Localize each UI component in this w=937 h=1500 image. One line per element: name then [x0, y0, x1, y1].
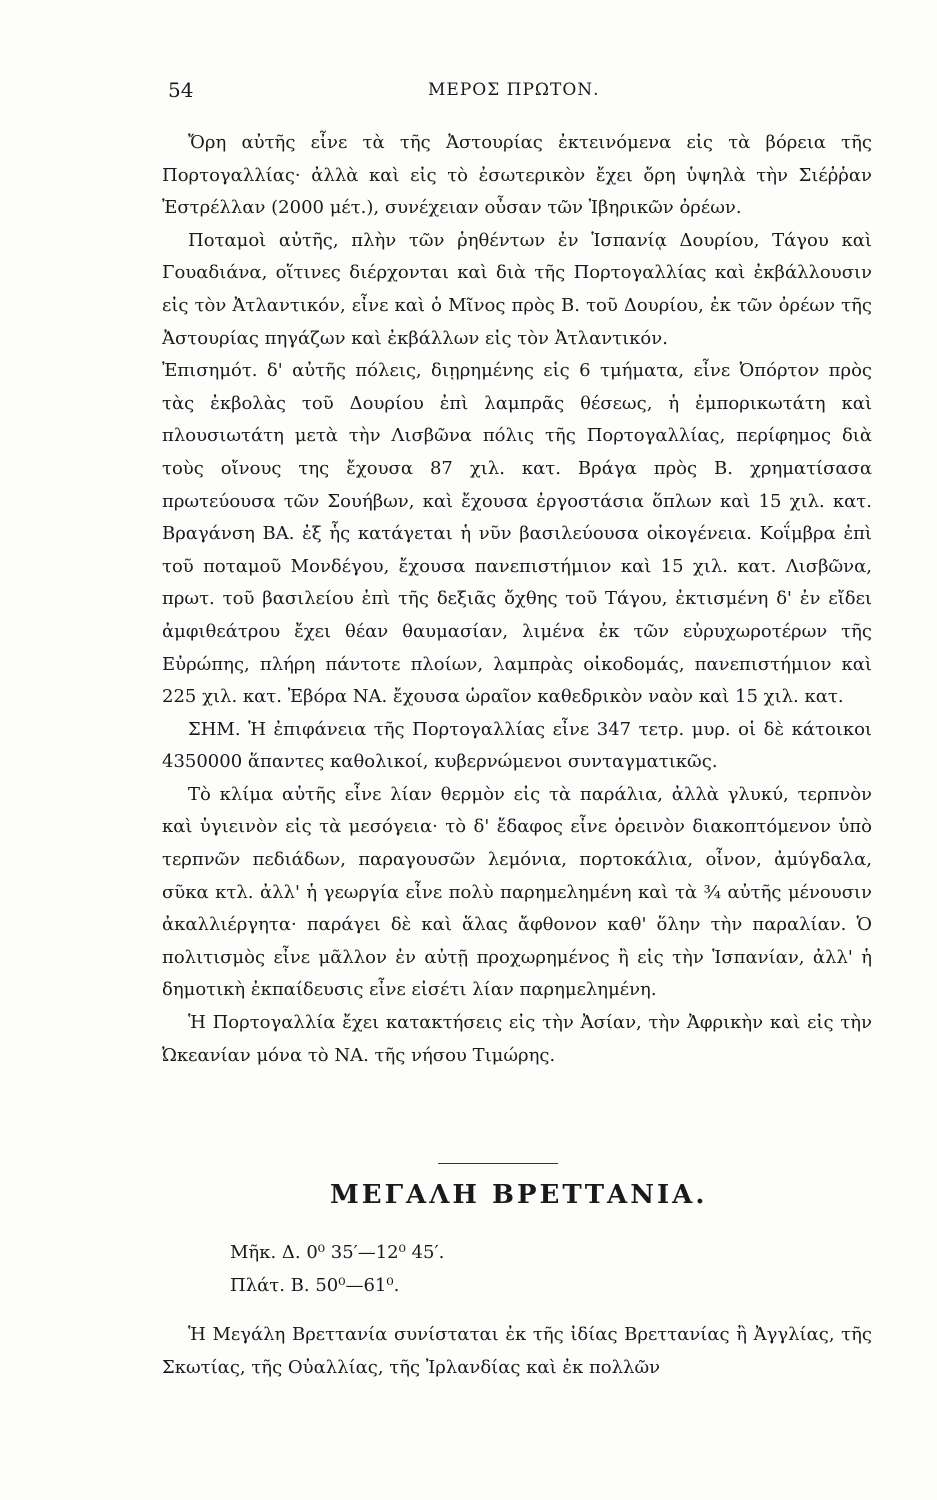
coordinates-block	[230, 1236, 444, 1302]
paragraph-note: ΣΗΜ. Ἡ ἐπιφάνεια τῆς Πορτογαλλίας εἶνε 347 τετρ. μυρ. οἱ δὲ κάτοικοι 4350000 ἅπαντες καθολικοί, κυβερνώμενοι συνταγματικῶς.	[162, 718, 872, 773]
paragraph-colonies: Ἡ Πορτογαλλία ἔχει κατακτήσεις εἰς τὴν Ἀσίαν, τὴν Ἀφρικὴν καὶ εἰς τὴν Ὠκεανίαν μόνα τὸ ΝΑ. τῆς νήσου Τιμώρης.	[162, 1012, 872, 1066]
section-divider	[438, 1163, 558, 1164]
paragraph-cities: Ἐπισημότ. δ' αὐτῆς πόλεις, διῃρημένης εἰς 6 τμήματα, εἶνε Ὀπόρτον πρὸς τὰς ἐκβολὰς τοῦ Δουρίου ἐπὶ λαμπρᾶς θέσεως, ἡ ἐμπορικωτάτη καὶ πλουσιωτάτη μετὰ τὴν Λισβῶνα πόλις τῆς Πορτογαλλίας, περίφημος διὰ τοὺς οἴνους της ἔχουσα 87 χιλ. κατ. Βράγα πρὸς Β. χρηματίσασα πρωτεύουσα τῶν Σουήβων, καὶ ἔχουσα ἐργοστάσια ὅπλων καὶ 15 χιλ. κατ. Βραγάνση ΒΑ. ἐξ ἧς κατάγεται ἡ νῦν βασιλεύουσα οἰκογένεια. Κοΐμβρα ἐπὶ τοῦ ποταμοῦ Μονδέγου, ἔχουσα πανεπιστήμιον καὶ 15 χιλ. κατ. Λισβῶνα, πρωτ. τοῦ βασιλείου ἐπὶ τῆς δεξιᾶς ὄχθης τοῦ Τάγου, ἐκτισμένη δ' ἐν εἴδει ἀμφιθεάτρου ἔχει θέαν θαυμασίαν, λιμένα ἐκ τῶν εὐρυχωροτέρων τῆς Εὐρώπης, πλήρη πάντοτε πλοίων, λαμπρὰς οἰκοδομάς, πανεπιστήμιον καὶ 225 χιλ. κατ. Ἐβόρα ΝΑ. ἔχουσα ὡραῖον καθεδρικὸν ναὸν καὶ 15 χιλ. κατ.	[162, 360, 872, 708]
section-title: ΜΕΓΑΛΗ ΒΡΕΤΤΑΝΙΑ.	[330, 1180, 708, 1210]
body-text	[162, 127, 872, 1072]
paragraph-britain: Ἡ Μεγάλη Βρεττανία συνίσταται ἐκ τῆς ἰδίας Βρεττανίας ἢ Ἀγγλίας, τῆς Σκωτίας, τῆς Οὐαλλίας, τῆς Ἰρλανδίας καὶ ἐκ πολλῶν	[162, 1324, 872, 1378]
page-header	[168, 78, 868, 108]
paragraph-mountains: Ὄρη αὐτῆς εἶνε τὰ τῆς Ἀστουρίας ἐκτεινόμενα εἰς τὰ βόρεια τῆς Πορτογαλλίας· ἀλλὰ καὶ εἰς τὸ ἐσωτερικὸν ἔχει ὄρη ὑψηλὰ τὴν Σιέῤῥαν Ἐστρέλλαν (2000 μέτ.), συνέχειαν οὖσαν τῶν Ἰβηρικῶν ὀρέων.	[162, 132, 872, 219]
paragraph-rivers: Ποταμοὶ αὐτῆς, πλὴν τῶν ῥηθέντων ἐν Ἱσπανίᾳ Δουρίου, Τάγου καὶ Γουαδιάνα, οἵτινες διέρχονται καὶ διὰ τῆς Πορτογαλλίας καὶ ἐκβάλλουσιν εἰς τὸν Ἀτλαντικόν, εἶνε καὶ ὁ Μῖνος πρὸς Β. τοῦ Δουρίου, ἐκ τῶν ὀρέων τῆς Ἀστουρίας πηγάζων καὶ ἐκβάλλων εἰς τὸν Ἀτλαντικόν.	[162, 229, 872, 349]
section-opening-paragraph	[162, 1318, 872, 1384]
running-head: ΜΕΡΟΣ ΠΡΩΤΟΝ.	[428, 80, 600, 100]
longitude-line: Μῆκ. Δ. 0⁰ 35′—12⁰ 45′.	[230, 1242, 445, 1263]
latitude-line: Πλάτ. Β. 50⁰—61⁰.	[230, 1275, 400, 1296]
page-number: 54	[168, 78, 194, 102]
paragraph-climate: Τὸ κλίμα αὐτῆς εἶνε λίαν θερμὸν εἰς τὰ παράλια, ἀλλὰ γλυκύ, τερπνὸν καὶ ὑγιεινὸν εἰς τὰ μεσόγεια· τὸ δ' ἔδαφος εἶνε ὀρεινὸν διακοπτόμενον ὑπὸ τερπνῶν πεδιάδων, παραγουσῶν λεμόνια, πορτοκάλια, οἶνον, ἀμύγδαλα, σῦκα κτλ. ἀλλ' ἡ γεωργία εἶνε πολὺ παρημελημένη καὶ τὰ ¾ αὐτῆς μένουσιν ἀκαλλιέργητα· παράγει δὲ καὶ ἅλας ἄφθονον καθ' ὅλην τὴν παραλίαν. Ὁ πολιτισμὸς εἶνε μᾶλλον ἐν αὐτῇ προχωρημένος ἢ εἰς τὴν Ἱσπανίαν, ἀλλ' ἡ δημοτικὴ ἐκπαίδευσις εἶνε εἰσέτι λίαν παρημελημένη.	[162, 783, 872, 1001]
